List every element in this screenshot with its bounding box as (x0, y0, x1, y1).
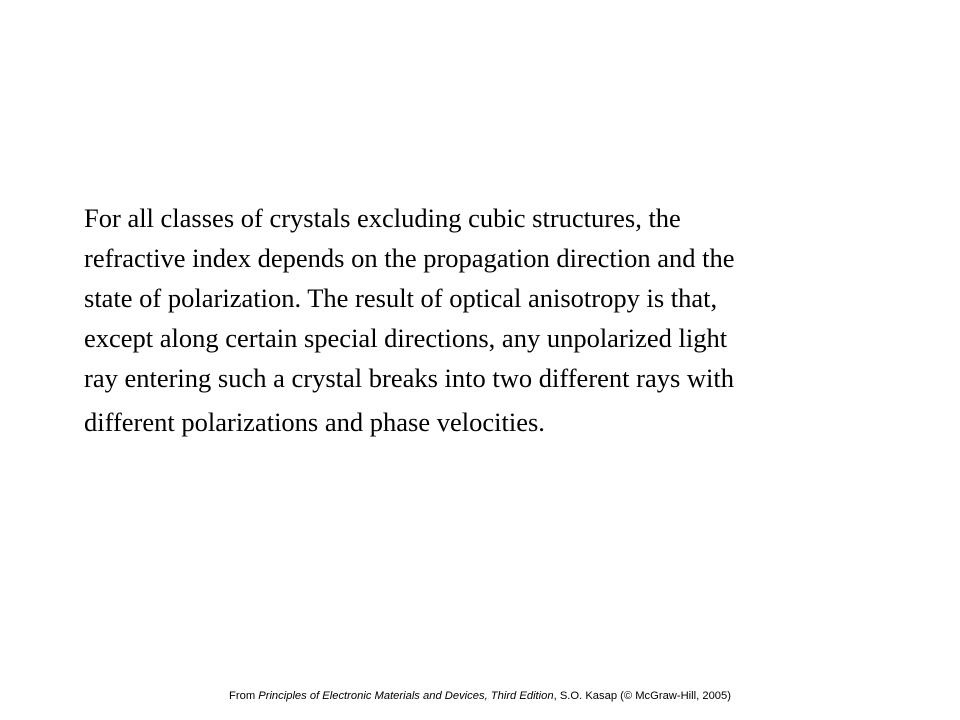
paragraph-line-5: ray entering such a crystal breaks into two different rays with (84, 363, 735, 393)
paragraph-line-1: For all classes of crystals excluding cubic structures, the (84, 203, 681, 233)
paragraph-line-3: state of polarization. The result of optical anisotropy is that, (84, 283, 718, 313)
paragraph-line-6: different polarizations and phase velocities. (84, 407, 545, 437)
citation-prefix: From (229, 690, 259, 702)
citation-book-title: Principles of Electronic Materials and Devices, Third Edition (258, 690, 554, 702)
source-citation (0, 690, 960, 702)
citation-copyright: © McGraw-Hill, 2005 (623, 690, 728, 702)
citation-author: , S.O. Kasap ( (553, 690, 624, 702)
paragraph-line-4: except along certain special directions, any unpolarized light (84, 323, 728, 353)
body-paragraph (84, 198, 884, 442)
citation-suffix: ) (727, 690, 731, 702)
paragraph-line-2: refractive index depends on the propagation direction and the (84, 243, 735, 273)
